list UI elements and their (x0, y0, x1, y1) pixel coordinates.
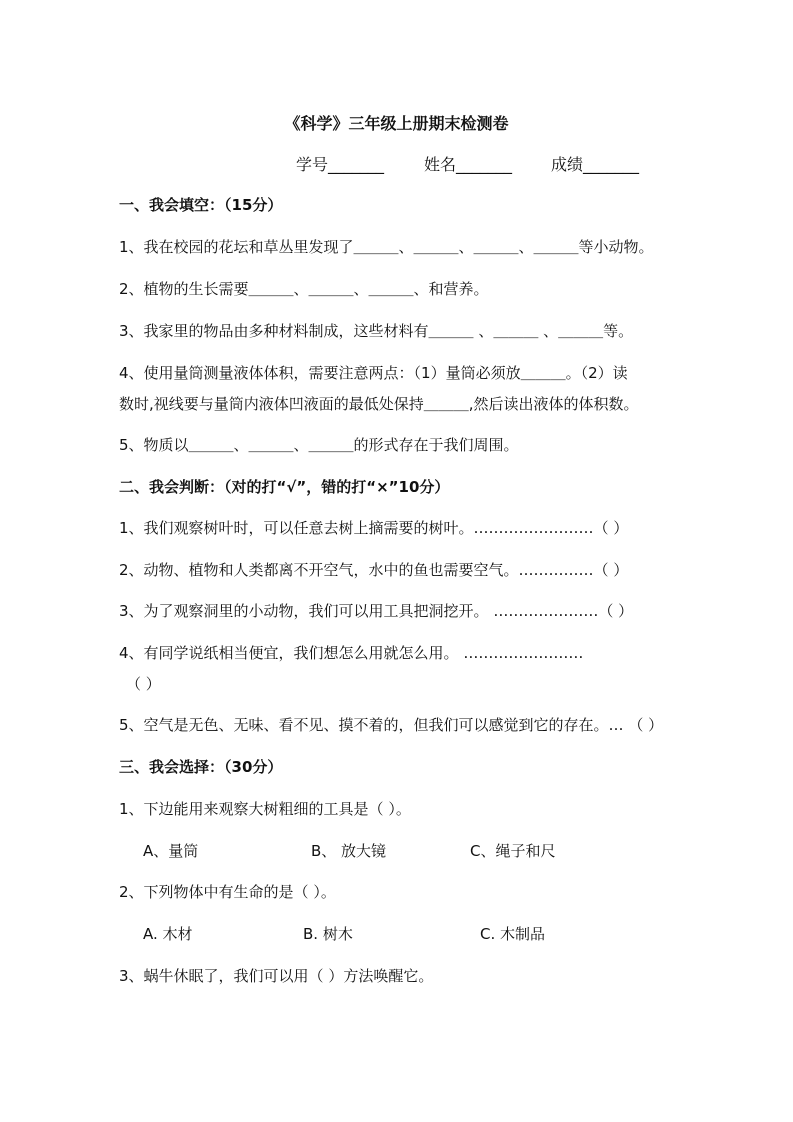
section-3-heading: 三、我会选择：（30分） (119, 758, 283, 776)
fill-question-3: 3、我家里的物品由多种材料制成，这些材料有＿＿＿ 、＿＿＿ 、＿＿＿等。 (119, 322, 634, 340)
judge-question-4-line-2: （ ） (126, 675, 161, 693)
fill-question-1: 1、我在校园的花坛和草丛里发现了＿＿＿、＿＿＿、＿＿＿、＿＿＿等小动物。 (119, 238, 654, 256)
choice-question-1: 1、下边能用来观察大树粗细的工具是（ ）。 (119, 800, 411, 818)
section-2-heading: 二、我会判断：（对的打“√”，错的打“×”10分） (119, 478, 450, 496)
choice-1-option-a: A、量筒 (143, 842, 199, 860)
judge-question-3: 3、为了观察洞里的小动物，我们可以用工具把洞挖开。 …………………（ ） (119, 602, 634, 620)
fill-question-2: 2、植物的生长需要＿＿＿、＿＿＿、＿＿＿、和营养。 (119, 280, 489, 298)
choice-1-option-c: C、绳子和尺 (470, 842, 556, 860)
choice-1-option-b: B、 放大镜 (311, 842, 387, 860)
judge-question-4-line-1: 4、有同学说纸相当便宜，我们想怎么用就怎么用。 …………………… (119, 644, 584, 662)
fill-question-4-line-2: 数时,视线要与量筒内液体凹液面的最低处保持＿＿＿,然后读出液体的体积数。 (119, 395, 639, 413)
choice-2-option-a: A. 木材 (143, 925, 193, 943)
fill-question-4-line-1: 4、使用量筒测量液体体积，需要注意两点：（1）量筒必须放＿＿＿。（2）读 (119, 364, 628, 382)
choice-question-3: 3、蜗牛休眠了，我们可以用（ ）方法唤醒它。 (119, 967, 434, 985)
choice-question-2: 2、下列物体中有生命的是（ ）。 (119, 883, 336, 901)
student-name-field: 姓名_______ (424, 155, 513, 174)
choice-2-option-c: C. 木制品 (480, 925, 546, 943)
judge-question-2: 2、动物、植物和人类都离不开空气，水中的鱼也需要空气。……………（ ） (119, 561, 629, 579)
choice-2-option-b: B. 树木 (303, 925, 353, 943)
page-title: 《科学》三年级上册期末检测卷 (284, 114, 509, 133)
score-field: 成绩_______ (551, 155, 640, 174)
judge-question-1: 1、我们观察树叶时，可以任意去树上摘需要的树叶。……………………（ ） (119, 519, 629, 537)
student-id-field: 学号_______ (296, 155, 385, 174)
judge-question-5: 5、空气是无色、无味、看不见、摸不着的，但我们可以感觉到它的存在。… （ ） (119, 716, 664, 734)
section-1-heading: 一、我会填空：（15分） (119, 196, 283, 214)
fill-question-5: 5、物质以＿＿＿、＿＿＿、＿＿＿的形式存在于我们周围。 (119, 436, 519, 454)
